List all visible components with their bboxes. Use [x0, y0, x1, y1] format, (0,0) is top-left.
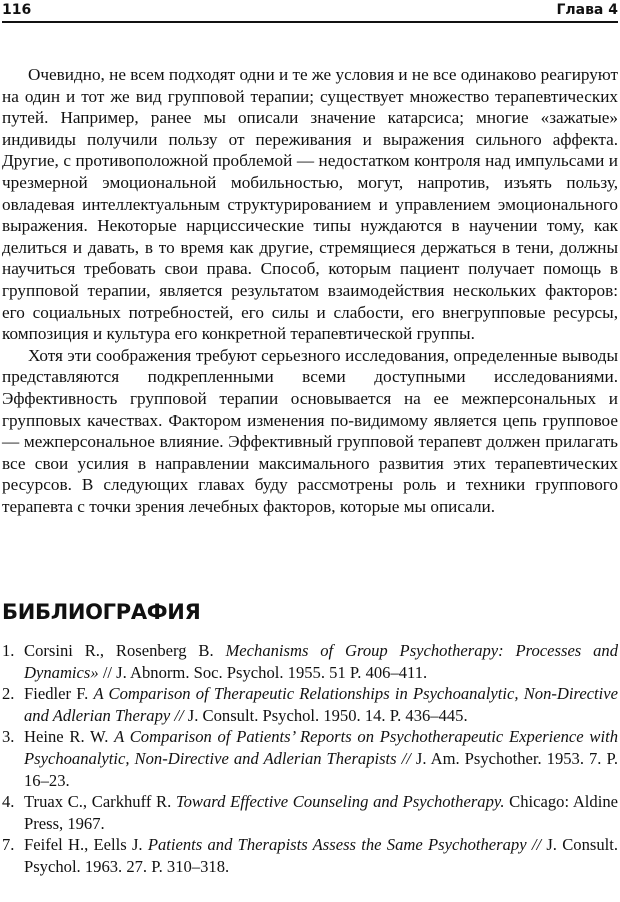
- entry-title: Toward Effective Counseling and Psychotherapy.: [175, 792, 505, 812]
- entry-authors: Truax C., Carkhuff R.: [24, 792, 172, 812]
- entry-authors: Corsini R., Rosenberg B.: [24, 641, 214, 660]
- bibliography-entry: [2, 791, 618, 834]
- bibliography-entry: [2, 834, 618, 877]
- entry-source: J. Am. Psychother. 1953. 7. P. 16–23.: [24, 748, 619, 790]
- entry-source: J. Consult. Psychol. 1950. 14. P. 436–445.: [187, 705, 468, 725]
- entry-authors: Feifel H., Eells J.: [24, 835, 143, 855]
- bibliography-list: [2, 640, 618, 878]
- entry-text: [24, 834, 618, 877]
- entry-authors: Fiedler F.: [24, 684, 89, 704]
- entry-text: [24, 683, 618, 726]
- header-rule: [2, 21, 618, 23]
- entry-text: [24, 726, 618, 791]
- entry-source: Chicago: Aldine Press, 1967.: [24, 792, 618, 833]
- entry-number: 7.: [2, 835, 15, 855]
- entry-number: 2.: [2, 684, 15, 704]
- paragraph-2: Хотя эти соображения требуют серьезного исследования, определенные выводы представляются подкрепленными всеми доступными исследованиями. Эффективность групповой терапии основывается на ее межперсональных и групповых качествах. Фактором изменения по-видимому является цепь групповое — межперсональное влияние. Эффективный групповой терапевт должен прилагать все свои усилия в направлении максимального развития этих терапевтических ресурсов. В следующих главах буду рассмотрены роль и техники группового терапевта с точки зрения лечебных факторов, которые мы описали.: [2, 345, 618, 516]
- entry-title: A Comparison of Patients’ Reports on Psychotherapeutic Experience with Psychoanalytic, Non-Directive and Adlerian Therapists //: [24, 727, 618, 768]
- chapter-title: Глава 4: [556, 2, 618, 18]
- paragraph-1: Очевидно, не всем подходят одни и те же условия и не все одинаково реагируют на один и тот же вид групповой терапии; существует множество терапевтических путей. Например, ранее мы описали значение катарсиса; многие «зажатые» индивиды получили пользу от переживания и выражения сильного аффекта. Другие, с противоположной проблемой — недостатком контроля над импульсами и чрезмерной эмоциональной мобильностью, могут, напротив, изъять пользу, овладевая интеллектуальным структурированием и управлением эмоционального выражения. Некоторые нарциссические типы нуждаются в научении тому, как делиться и давать, в то время как другие, стремящиеся держаться в тени, должны научиться требовать свои права. Способ, которым пациент получает помощь в групповой терапии, является результатом взаимодействия нескольких факторов: его социальных потребностей, его силы и слабости, его внегрупповые ресурсы, композиция и культура его конкретной терапевтической группы.: [2, 65, 619, 344]
- bibliography-entry: [2, 726, 618, 791]
- entry-source: J. Consult. Psychol. 1963. 27. P. 310–318.: [24, 835, 618, 876]
- entry-title: Patients and Therapists Assess the Same Psychotherapy //: [147, 835, 542, 855]
- entry-number: 1.: [2, 641, 15, 660]
- running-head: [2, 2, 618, 22]
- entry-number: 3.: [2, 727, 15, 747]
- entry-authors: Heine R. W.: [24, 727, 109, 747]
- entry-text: [24, 640, 618, 683]
- body-text: [2, 64, 618, 517]
- entry-number: 4.: [2, 792, 15, 812]
- bibliography-entry: [2, 683, 618, 726]
- entry-source: // J. Abnorm. Soc. Psychol. 1955. 51 P. 406–411.: [102, 662, 428, 682]
- entry-title: A Comparison of Therapeutic Relationships in Psychoanalytic, Non-Directive and Adlerian Therapy //: [24, 684, 619, 725]
- page-number: 116: [2, 2, 32, 18]
- bibliography-heading: БИБЛИОГРАФИЯ: [2, 600, 201, 624]
- bibliography-entry: [2, 640, 618, 683]
- entry-title: Mechanisms of Group Psychotherapy: Processes and Dynamics»: [24, 641, 618, 682]
- entry-text: [24, 791, 618, 834]
